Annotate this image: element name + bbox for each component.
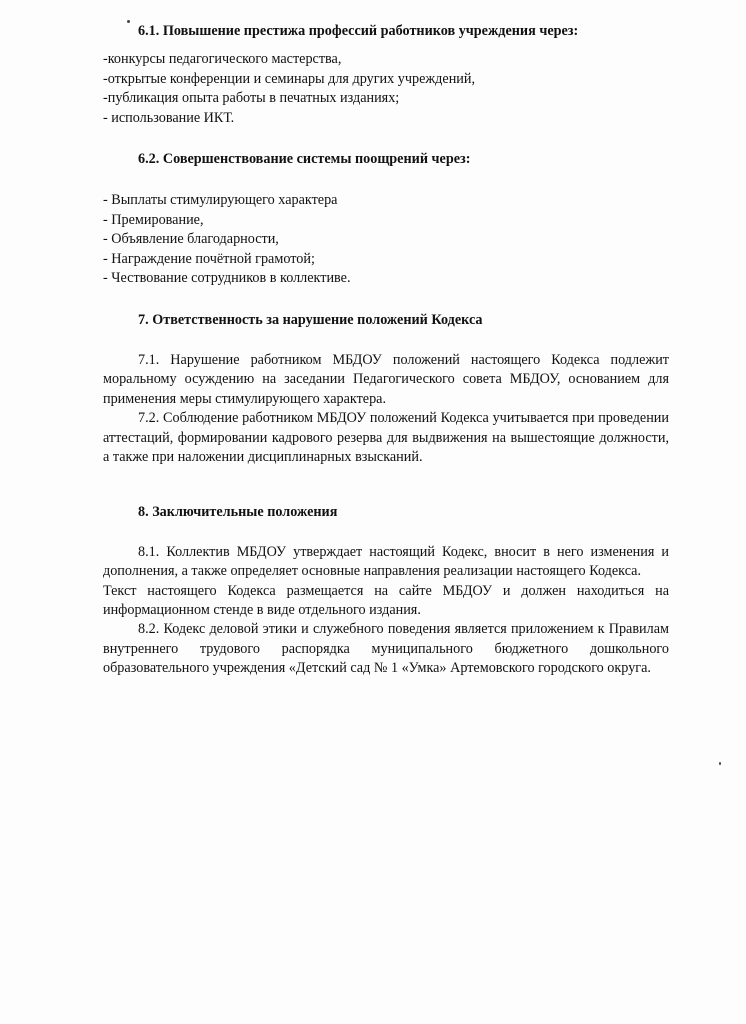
section-8-paragraph: 8.1. Коллектив МБДОУ утверждает настоящий Кодекс, вносит в него изменения и дополнения, а также определяет основные направления реализации настоящего Кодекса. [103,543,669,580]
section-6-1-heading: 6.1. Повышение престижа профессий работников учреждения через: [138,23,579,39]
section-7-paragraph: 7.2. Соблюдение работником МБДОУ положений Кодекса учитывается при проведении аттестаций, формировании кадрового резерва для выдвижения на вышестоящие должности, а также при наложении дисциплинарных взысканий. [103,410,669,465]
list-item: - использование ИКТ. [103,109,235,126]
section-7-paragraph: 7.1. Нарушение работником МБДОУ положений настоящего Кодекса подлежит моральному осуждению на заседании Педагогического совета МБДОУ, основанием для применения меры стимулирующего характера. [103,351,669,407]
section-7-heading: 7. Ответственность за нарушение положений Кодекса [138,312,483,329]
list-item: -открытые конференции и семинары для других учреждений, [103,70,476,87]
list-item: - Выплаты стимулирующего характера [103,192,338,209]
section-8-paragraph-continuation: Текст настоящего Кодекса размещается на сайте МБДОУ и должен находиться на информационном стенде в виде отдельного издания. [103,582,669,618]
section-6-2-heading: 6.2. Совершенствование системы поощрений через: [138,151,471,168]
scan-speck [719,762,721,765]
list-item: - Чествование сотрудников в коллективе. [103,270,351,287]
section-6-2-list [103,191,669,288]
section-6-1-list [103,50,669,128]
list-item: - Премирование, [103,211,204,228]
section-8-paragraph: 8.2. Кодекс деловой этики и служебного поведения является приложением к Правилам внутреннего трудового распорядка муниципального бюджетного дошкольного образовательного учреждения «Детский сад № 1 «Умка» Артемовского городского округа. [103,621,669,677]
document-body [103,22,669,679]
list-item: - Объявление благодарности, [103,231,279,248]
list-item: - Награждение почётной грамотой; [103,250,315,267]
list-item: -конкурсы педагогического мастерства, [103,51,342,68]
section-8-heading: 8. Заключительные положения [138,504,338,521]
list-item: -публикация опыта работы в печатных изданиях; [103,90,400,107]
